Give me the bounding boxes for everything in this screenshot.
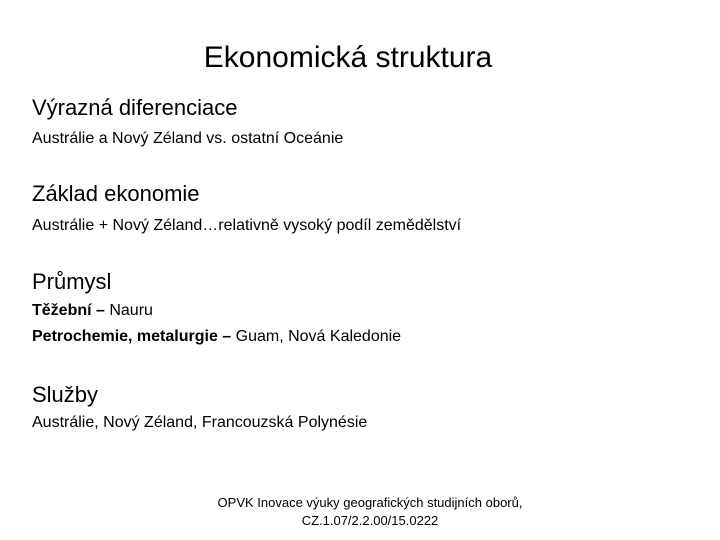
section-heading-diferenciace: Výrazná diferenciace xyxy=(32,95,238,120)
slide-title-text: Ekonomická struktura xyxy=(203,41,493,74)
footer-line-1: OPVK Inovace výuky geografických studijních oborů, xyxy=(217,495,523,510)
section-line-bold: Těžební – xyxy=(32,302,105,319)
slide-title xyxy=(0,38,696,78)
section-line-text: Guam, Nová Kaledonie xyxy=(231,328,402,345)
footer-line-2: CZ.1.07/2.2.00/15.0222 xyxy=(301,513,439,528)
section-line xyxy=(32,215,461,237)
section-heading-sluzby: Služby xyxy=(32,382,99,407)
section-line xyxy=(32,326,401,348)
section-heading-prumysl: Průmysl xyxy=(32,269,112,294)
section-line xyxy=(32,300,153,322)
section-line-text: Nauru xyxy=(104,302,153,319)
section-line-text: Austrálie, Nový Zéland, Francouzská Polynésie xyxy=(32,414,368,431)
section-line-text: Austrálie a Nový Zéland vs. ostatní Oceánie xyxy=(32,130,344,147)
section-line xyxy=(32,128,343,150)
section-heading-zaklad-ekonomie: Základ ekonomie xyxy=(32,181,200,206)
section-line xyxy=(32,412,367,434)
section-line-text: Austrálie + Nový Zéland…relativně vysoký podíl zemědělství xyxy=(32,217,462,234)
section-line-bold: Petrochemie, metalurgie – xyxy=(32,328,232,345)
footer-project-info xyxy=(190,494,550,530)
